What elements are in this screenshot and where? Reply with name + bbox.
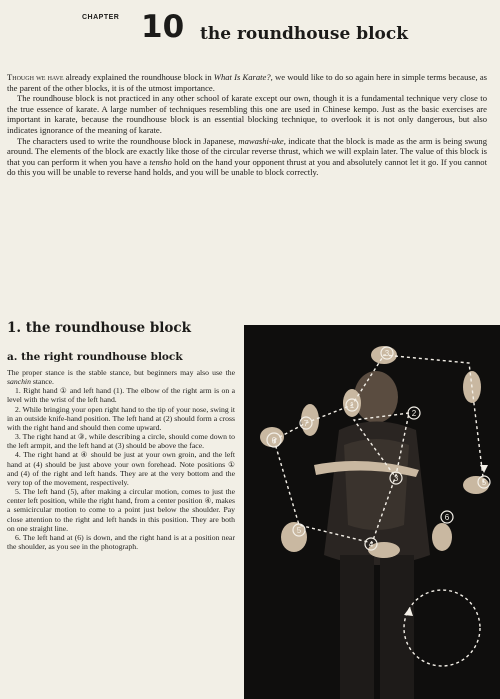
step-4: 4. The right hand at ④ should be just at your own groin, and the left hand at (4) should be just above your own forehead. Note positions ① and (4) of the right and left hands. They are at the very bottom and the very top of the movement, respectively.: [7, 450, 235, 487]
chapter-number: 10: [141, 9, 185, 45]
intro-p3-term-2: tensho: [149, 156, 172, 167]
chapter-title: the roundhouse block: [200, 24, 409, 44]
intro-smallcaps-lead: Though we have: [7, 72, 64, 82]
intro-p1-book-title: What Is Karate?: [213, 72, 271, 82]
intro-p1-text-a: already explained the roundhouse block in: [63, 72, 214, 82]
section-heading: 1. the roundhouse block: [7, 320, 191, 336]
intro-p3-text-b: , indicate that the block is made as the arm is being swung around. The elements of the block are exactly like those of the circular reverse thrust, which we will explain later. The value of this block is that you can perform it when you have a: [7, 135, 488, 167]
marker-6-right: [441, 511, 453, 523]
svg-text:3: 3: [384, 349, 390, 358]
intro-paragraph-2: The roundhouse block is not practiced in any other school of karate except our own, though it is a fundamental technique very close to the true essence of karate. A large number of techniques resembling this one are used in Chinese kempo. Just as the basic exercises are important in karate, because the roundhouse block is an essential blocking technique, to overlook it is not only dangerous, but also indicates ignorance of the meaning of karate.: [7, 93, 487, 135]
svg-text:5: 5: [296, 526, 302, 535]
karate-photo: [244, 325, 500, 699]
stance-text-a: The proper stance is the stable stance, but beginners may also use the: [7, 368, 235, 377]
marker-2: [408, 407, 420, 419]
svg-text:2: 2: [411, 409, 417, 418]
stance-note: [7, 368, 235, 386]
intro-paragraph-3: [7, 136, 487, 178]
steps-column: [7, 368, 235, 551]
step-5: 5. The left hand (5), after making a circular motion, comes to just the center left position, while the right hand, from a center position ④, makes a semicircular motion to come to a point just below the shoulder. Pay close attention to the right and left hands in this position. They are both on one straight line.: [7, 487, 235, 533]
svg-text:1: 1: [349, 401, 355, 410]
stance-term: sanchin: [7, 377, 31, 387]
intro-text: [7, 72, 487, 178]
figure-silhouette: [324, 371, 430, 699]
svg-text:6: 6: [271, 435, 277, 446]
step-3: 3. The right hand at ③, while describing a circle, should come down to the left armpit, and the left hand at (3) should be above the face.: [7, 432, 235, 451]
step-6: 6. The left hand at (6) is down, and the right hand is at a position near the shoulder, as you see in the photograph.: [7, 532, 235, 551]
svg-text:7: 7: [303, 419, 309, 428]
svg-text:4: 4: [368, 540, 374, 549]
intro-p1-text-b: , we would like to do so again here in simple terms because, as the parent of the other blocks, it is of the utmost importance.: [7, 72, 488, 93]
step-2: 2. While bringing your open right hand to the tip of your nose, swing it in an outside knife-hand position. The left hand at (2) should form a cross with the right hand and should then come upward.: [7, 404, 235, 432]
subsection-heading: a. the right roundhouse block: [7, 351, 183, 363]
intro-p3-text-c: hold on the hand your opponent thrust at you and absolutely cannot let it go. If you cannot do this you will be unable to reverse hand holds, and you will be unable to block correctly.: [7, 156, 487, 178]
svg-text:3: 3: [393, 474, 399, 483]
intro-p3-term: mawashi-uke: [238, 135, 284, 146]
stance-text-b: stance.: [30, 377, 54, 387]
intro-p3-text-a: The characters used to write the roundhouse block in Japanese,: [17, 135, 239, 146]
svg-text:6: 6: [444, 513, 450, 522]
photo-illustration: [244, 325, 500, 699]
step-1: 1. Right hand ① and left hand (1). The elbow of the right arm is on a level with the wrist of the left hand.: [7, 386, 235, 405]
svg-text:5: 5: [481, 478, 487, 487]
intro-paragraph-1: [7, 72, 487, 93]
chapter-label: CHAPTER: [82, 14, 120, 21]
